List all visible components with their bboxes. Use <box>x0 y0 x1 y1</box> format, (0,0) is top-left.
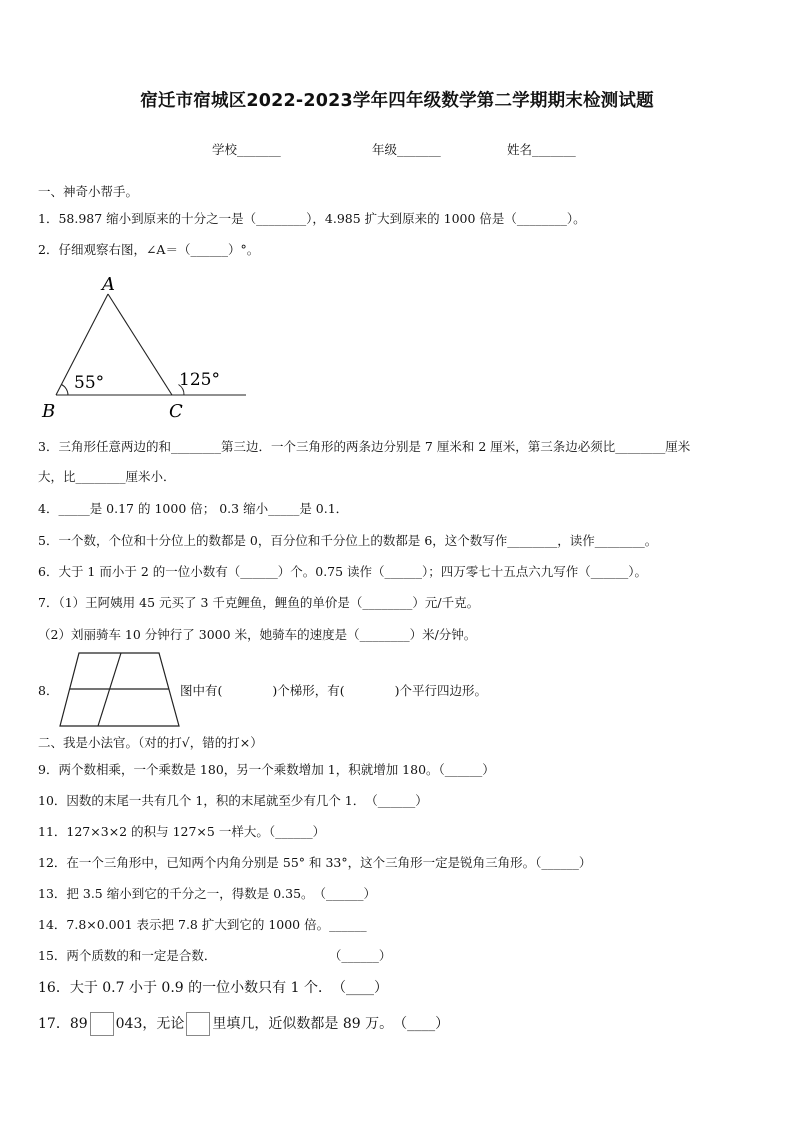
question-2: 2．仔细观察右图，∠A＝（______）°。 <box>38 242 260 257</box>
question-8-text: 图中有( )个梯形，有( )个平行四边形。 <box>180 683 488 698</box>
question-17-part-a: 17．89 <box>38 1016 88 1032</box>
vertex-b-label: B <box>42 401 56 422</box>
trapezoid-figure <box>58 650 182 730</box>
section-heading-2: 二、我是小法官。（对的打√，错的打×） <box>38 735 263 750</box>
question-5: 5．一个数，个位和十分位上的数都是 0，百分位和千分位上的数都是 6，这个数写作________，读作________。 <box>38 533 658 548</box>
question-17 <box>38 1012 449 1036</box>
question-7-part-1: 7．（1）王阿姨用 45 元买了 3 千克鲤鱼，鲤鱼的单价是（________）元/千克。 <box>38 595 480 610</box>
question-3-line-1: 3．三角形任意两边的和________第三边．一个三角形的两条边分别是 7 厘米和 2 厘米，第三条边必须比________厘米 <box>38 439 691 454</box>
question-3-line-2: 大，比________厘米小． <box>38 469 176 484</box>
school-field[interactable]: 学校_______ <box>212 142 281 157</box>
question-12: 12．在一个三角形中，已知两个内角分别是 55° 和 33°，这个三角形一定是锐角三角形。（______） <box>38 855 592 870</box>
question-15: 15．两个质数的和一定是合数． （______） <box>38 948 392 963</box>
question-4: 4．_____是 0.17 的 1000 倍； 0.3 缩小_____是 0.1． <box>38 501 349 516</box>
question-16: 16．大于 0.7 小于 0.9 的一位小数只有 1 个． （____） <box>38 980 388 996</box>
question-10: 10．因数的末尾一共有几个 1，积的末尾就至少有几个 1． （______） <box>38 793 428 808</box>
page-title: 宿迁市宿城区2022-2023学年四年级数学第二学期期末检测试题 <box>140 91 654 111</box>
triangle-figure <box>38 272 250 422</box>
blank-box-1[interactable] <box>90 1012 114 1036</box>
question-6: 6．大于 1 而小于 2 的一位小数有（______）个。0.75 读作（______）；四万零七十五点六九写作（______）。 <box>38 564 648 579</box>
question-13: 13．把 3.5 缩小到它的千分之一，得数是 0.35。 （______） <box>38 886 377 901</box>
angle-b-label: 55° <box>74 373 105 393</box>
question-9: 9．两个数相乘，一个乘数是 180，另一个乘数增加 1，积就增加 180。（______） <box>38 762 495 777</box>
question-17-part-c: 里填几，近似数都是 89 万。 （____） <box>212 1016 450 1032</box>
question-7-part-2: （2）刘丽骑车 10 分钟行了 3000 米，她骑车的速度是（________）米/分钟。 <box>38 627 477 642</box>
name-field[interactable]: 姓名_______ <box>507 142 576 157</box>
question-14: 14．7.8×0.001 表示把 7.8 扩大到它的 1000 倍。______ <box>38 917 367 932</box>
vertex-c-label: C <box>169 401 183 422</box>
section-heading-1: 一、神奇小帮手。 <box>38 184 139 199</box>
grade-field[interactable]: 年级_______ <box>372 142 441 157</box>
question-17-part-b: 043，无论 <box>115 1016 185 1032</box>
vertex-a-label: A <box>102 274 115 295</box>
angle-c-exterior-label: 125° <box>179 370 220 390</box>
blank-box-2[interactable] <box>186 1012 210 1036</box>
question-11: 11．127×3×2 的积与 127×5 一样大。（______） <box>38 824 326 839</box>
question-1: 1．58.987 缩小到原来的十分之一是（________），4.985 扩大到原来的 1000 倍是（________）。 <box>38 211 586 226</box>
question-8-number: 8． <box>38 683 59 698</box>
